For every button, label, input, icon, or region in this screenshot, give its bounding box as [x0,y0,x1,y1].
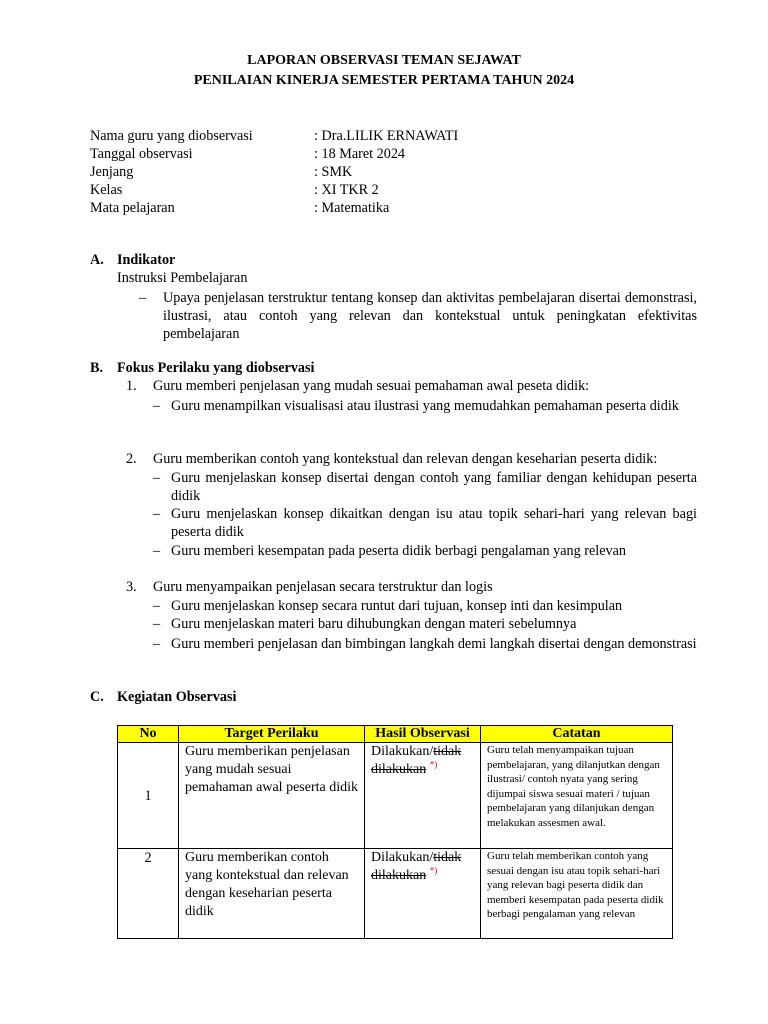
focus-item-text: Guru menyampaikan penjelasan secara terstruktur dan logis [153,579,493,595]
header-hasil: Hasil Observasi [365,726,481,743]
footnote-mark: *) [429,865,438,876]
section-c-letter: C. [90,689,104,705]
focus-bullet: Guru memberi penjelasan dan bimbingan langkah demi langkah disertai dengan demonstrasi [171,636,697,652]
section-a-title: Indikator [117,252,176,268]
focus-bullet: Guru menjelaskan konsep disertai dengan contoh yang familiar dengan kehidupan peserta didik [171,470,697,504]
info-value: : XI TKR 2 [314,182,379,198]
row-hasil [365,849,481,939]
info-value: : Dra.LILIK ERNAWATI [314,128,459,144]
bullet-dash: – [153,543,161,559]
focus-bullet: Guru menjelaskan konsep dikaitkan dengan isu atau topik sehari-hari yang relevan bagi peserta didik [171,506,697,540]
focus-item-number: 2. [126,451,137,467]
info-row-teacher [90,127,690,145]
bullet-dash: – [153,616,161,632]
observation-table [117,725,673,939]
hasil-done: Dilakukan/ [371,744,434,759]
hasil-not-done: tidak dilakukan [371,850,462,883]
info-label: Tanggal observasi [90,146,193,162]
row-catatan: Guru telah memberikan contoh yang sesuai dengan isu atau topik sehari-hari yang relevan bagi peserta didik dan memberi kesempatan pada peserta didik berbagi pengalaman yang relevan [481,849,673,939]
focus-bullet: Guru memberi kesempatan pada peserta didik berbagi pengalaman yang relevan [171,543,626,559]
info-label: Mata pelajaran [90,200,175,216]
bullet-dash: – [153,398,161,414]
focus-item-number: 3. [126,579,137,595]
info-value: : SMK [314,164,353,180]
row-target: Guru memberikan penjelasan yang mudah sesuai pemahaman awal peserta didik [179,743,365,849]
section-a-subtitle: Instruksi Pembelajaran [117,270,248,286]
hasil-not-done: tidak dilakukan [371,744,462,777]
focus-item-text: Guru memberi penjelasan yang mudah sesuai pemahaman awal peseta didik: [153,378,590,394]
info-row-subject [90,199,690,217]
section-b-letter: B. [90,360,104,376]
focus-bullet: Guru menampilkan visualisasi atau ilustrasi yang memudahkan pemahaman peserta didik [171,398,679,414]
info-row-date [90,145,690,163]
header-catatan: Catatan [481,726,673,743]
header-target: Target Perilaku [179,726,365,743]
info-value: : Matematika [314,200,390,216]
info-row-class [90,181,690,199]
info-label: Nama guru yang diobservasi [90,128,253,144]
row-number: 1 [118,743,179,849]
row-hasil [365,743,481,849]
bullet-dash: – [153,506,161,522]
header-no: No [118,726,179,743]
info-label: Kelas [90,182,123,198]
bullet-dash: – [153,470,161,486]
row-number: 2 [118,849,179,939]
table-row [118,849,673,939]
hasil-done: Dilakukan/ [371,850,434,865]
footnote-mark: *) [429,759,438,770]
section-a-letter: A. [90,252,104,268]
focus-bullet: Guru menjelaskan konsep secara runtut dari tujuan, konsep inti dan kesimpulan [171,598,623,614]
focus-bullet: Guru menjelaskan materi baru dihubungkan dengan materi sebelumnya [171,616,577,632]
bullet-dash: – [139,290,147,306]
row-target: Guru memberikan contoh yang kontekstual dan relevan dengan keseharian peserta didik [179,849,365,939]
section-a-bullet: Upaya penjelasan terstruktur tentang konsep dan aktivitas pembelajaran disertai demonstrasi, ilustrasi, atau contoh yang relevan dan kontekstual untuk peningkatan efektivitas pembelajaran [163,290,697,342]
bullet-dash: – [153,598,161,614]
focus-item-text: Guru memberikan contoh yang kontekstual dan relevan dengan keseharian peserta didik: [153,451,658,467]
info-value: : 18 Maret 2024 [314,146,406,162]
info-row-level [90,163,690,181]
focus-item-number: 1. [126,378,137,394]
document-title-line1: LAPORAN OBSERVASI TEMAN SEJAWAT [247,53,521,68]
table-header-row [118,726,673,743]
section-b-title: Fokus Perilaku yang diobservasi [117,360,315,376]
info-label: Jenjang [90,164,134,180]
bullet-dash: – [153,636,161,652]
document-title-line2: PENILAIAN KINERJA SEMESTER PERTAMA TAHUN 2024 [193,73,575,88]
row-catatan: Guru telah menyampaikan tujuan pembelajaran, yang dilanjutkan dengan ilustrasi/ contoh nyata yang sering dijumpai siswa sesuai materi / tujuan pembelajaran yang dilanjukan dengan melakukan assesmen awal. [481,743,673,849]
table-row [118,743,673,849]
section-c-title: Kegiatan Observasi [117,689,237,705]
